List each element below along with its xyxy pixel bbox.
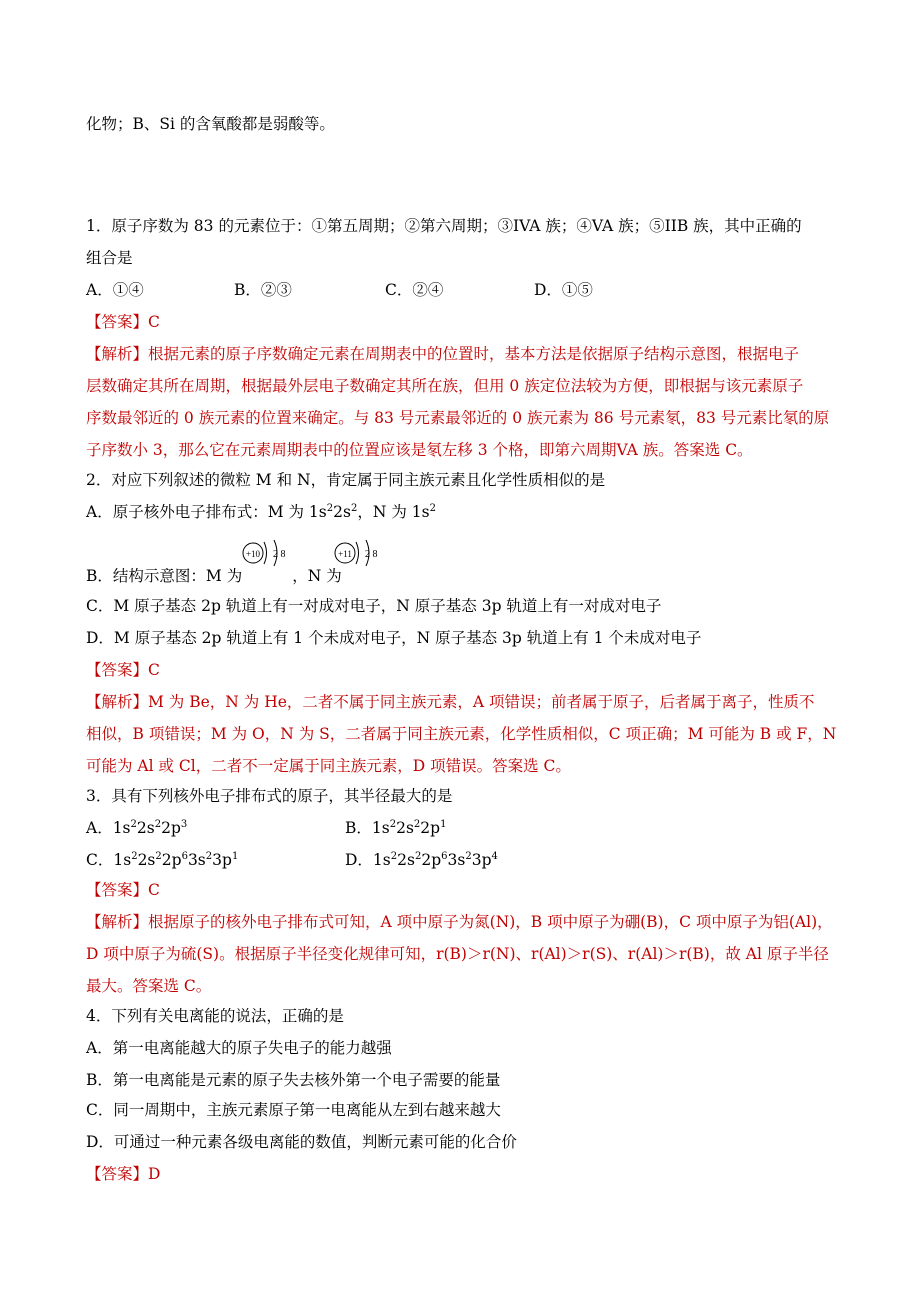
q2-option-d: D．M 原子基态 2p 轨道上有 1 个未成对电子，N 原子基态 3p 轨道上有 1 个未成对电子: [86, 629, 702, 647]
q4-option-d: D．可通过一种元素各级电离能的数值，判断元素可能的化合价: [86, 1133, 517, 1151]
q4-option-c: C．同一周期中，主族元素原子第一电离能从左到右越来越大: [86, 1101, 501, 1119]
q3-answer: 【答案】C: [86, 881, 160, 899]
q1-option-c: C．②④: [385, 281, 444, 299]
q2-option-b-prefix: B．结构示意图：M 为: [86, 567, 243, 585]
q3-stem: 3．具有下列核外电子排布式的原子，其半径最大的是: [86, 787, 453, 805]
q3-option-c: C．$1s^22s^22p^63s^23p^1$: [86, 851, 239, 869]
q1-analysis-line: 【解析】根据元素的原子序数确定元素在周期表中的位置时，基本方法是依据原子结构示意图，根据电子: [86, 345, 800, 363]
intro-text: 化物；B、Si 的含氧酸都是弱酸等。: [86, 115, 335, 133]
q2-option-a: A．原子核外电子排布式：M 为 $1s^22s^2$，N 为 $1s^2$: [86, 503, 436, 521]
q2-answer: 【答案】C: [86, 661, 160, 679]
q1-analysis-line: 序数最邻近的 0 族元素的位置来确定。与 83 号元素最邻近的 0 族元素为 86 号元素氡，83 号元素比氡的原: [86, 409, 830, 427]
q2-option-b: [86, 566, 342, 586]
q3-analysis-line: D 项中原子为硫(S)。根据原子半径变化规律可知，r(B)＞r(N)、r(Al)＞r(S)、r(Al)＞r(B)，故 Al 原子半径: [86, 945, 829, 963]
q4-stem: 4．下列有关电离能的说法，正确的是: [86, 1007, 344, 1025]
q4-option-a: A．第一电离能越大的原子失电子的能力越强: [86, 1039, 392, 1057]
m-nucleus-charge: +10: [245, 549, 261, 559]
q1-option-d: D．①⑤: [534, 281, 593, 299]
q2-option-b-mid: ，N 为: [292, 567, 342, 585]
n-nucleus-charge: +11: [338, 549, 352, 559]
q1-stem-line2: 组合是: [86, 249, 133, 267]
q1-option-a: A．①④: [86, 281, 144, 299]
q2-analysis-line: 【解析】M 为 Be，N 为 He，二者不属于同主族元素，A 项错误；前者属于原子，后者属于离子，性质不: [86, 693, 815, 711]
q1-analysis-line: 层数确定其所在周期，根据最外层电子数确定其所在族，但用 0 族定位法较为方便，即根据与该元素原子: [86, 377, 804, 395]
q3-option-d: D．$1s^22s^22p^63s^23p^4$: [345, 851, 498, 869]
q2-analysis-line: 可能为 Al 或 Cl，二者不一定属于同主族元素，D 项错误。答案选 C。: [86, 757, 571, 775]
q1-analysis-line: 子序数小 3，那么它在元素周期表中的位置应该是氡左移 3 个格，即第六周期VA 族。答案选 C。: [86, 441, 753, 459]
q4-option-b: B．第一电离能是元素的原子失去核外第一个电子需要的能量: [86, 1071, 501, 1089]
q4-answer: 【答案】D: [86, 1165, 161, 1183]
m-atom-structure-diagram: [240, 538, 290, 574]
q3-analysis-line: 【解析】根据原子的核外电子排布式可知，A 项中原子为氮(N)，B 项中原子为硼(B)，C 项中原子为铝(Al)，: [86, 913, 833, 931]
q2-option-c: C．M 原子基态 2p 轨道上有一对成对电子，N 原子基态 3p 轨道上有一对成对电子: [86, 597, 662, 615]
n-atom-structure-diagram: [332, 538, 382, 574]
q1-option-b: B．②③: [234, 281, 292, 299]
q3-option-b: B．$1s^22s^22p^1$: [345, 819, 447, 837]
q3-option-a: A．$1s^22s^22p^3$: [86, 819, 188, 837]
q2-stem: 2．对应下列叙述的微粒 M 和 N，肯定属于同主族元素且化学性质相似的是: [86, 471, 606, 489]
q3-analysis-line: 最大。答案选 C。: [86, 977, 212, 995]
n-shell-electrons: 2 8: [365, 549, 378, 560]
q1-answer: 【答案】C: [86, 313, 160, 331]
m-shell-electrons: 2 8: [273, 549, 286, 560]
q1-stem-line1: 1．原子序数为 83 的元素位于：①第五周期；②第六周期；③IVA 族；④VA 族；⑤IIB 族，其中正确的: [86, 217, 802, 235]
q2-analysis-line: 相似，B 项错误；M 为 O，N 为 S，二者属于同主族元素，化学性质相似，C 项正确；M 可能为 B 或 F，N: [86, 725, 837, 743]
